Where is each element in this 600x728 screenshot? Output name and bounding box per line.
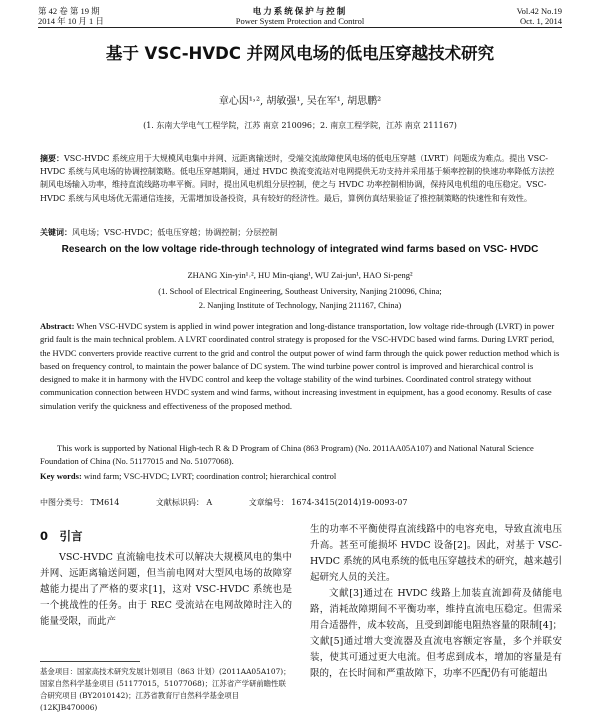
right-column [310,522,562,682]
keywords-en-label: Key words: [40,471,82,481]
header-rule [38,27,562,28]
left-column [40,522,292,630]
introduction-paragraph-1-cont: 生的功率不平衡使得直流线路中的电容充电，导致直流电压升高。甚至可能损坏 HVDC 设备[2]。因此，对基于 VSC-HVDC 系统的风电系统的低电压穿越技术的研究，越来越引起研究人员的关注。 [310,524,562,583]
abstract-cn [40,152,560,205]
volume-issue-en: Vol.42 No.19 [516,6,562,16]
running-header [38,6,562,28]
article-number: 文章编号： 1674-3415(2014)19-0093-07 [248,498,408,507]
paper-title: 基于 VSC-HVDC 并网风电场的低电压穿越技术研究 [105,44,495,63]
keywords-cn-label: 关键词： [40,227,72,237]
affiliation-en-1: (1. School of Electrical Engineering, Southeast University, Nanjing 210096, China; [158,286,442,296]
document-code: 文献标识码： A [155,498,213,507]
keywords-en [40,470,560,483]
abstract-en [40,320,560,413]
footnote-rule [40,661,140,662]
author-list-cn: 章心因¹˒², 胡敏强¹, 吴在军¹, 胡思鹏² [218,96,382,107]
support-statement-en: This work is supported by National High-tech R & D Program of China (863 Program) (No. 2011AA05A107) and National Natural Science Foundation of China (No. 51177015 and No. 51077068). [40,443,534,467]
affiliation-cn: (1. 东南大学电气工程学院，江苏 南京 210096；2. 南京工程学院，江苏 南京 211167) [143,121,457,130]
journal-name-en: Power System Protection and Control [235,16,365,26]
author-list-en: ZHANG Xin-yin¹˒², HU Min-qiang¹, WU Zai-jun¹, HAO Si-peng² [187,270,413,280]
header-center [38,6,562,26]
journal-name-cn: 电力系统保护与控制 [252,6,348,16]
keywords-cn [40,226,560,239]
keywords-cn-text: 风电场；VSC-HVDC；低电压穿越；协调控制；分层控制 [72,228,278,237]
paper-title-en: Research on the low voltage ride-through technology of integrated wind farms based on VSC- HVDC [61,244,539,255]
abstract-cn-label: 摘要： [40,153,64,163]
affiliation-en-2: 2. Nanjing Institute of Technology, Nanjing 211167, China) [198,300,402,310]
abstract-en-text: When VSC-HVDC system is applied in wind power integration and long-distance transportation, low voltage ride-through (LVRT) in power grid fault is the main technical problem. A LVRT coordinated control strategy is proposed for the VSC-HVDC based wind farms. During LVRT period, the HVDC converters provide reactive current to the grid and control the output power of wind farm through the quick power reduction method which is based on frequency control, to maintain the power balance of DC system. The wind turbine power control is improved and hierarchical control is designed to make it in harmony with the HVDC control and keep the voltage stability of the wind turbines. Coordinated control strategy without communication connection between HVDC system and wind farms, without increasing investment in equipment, has a good economy. Results of case simulation verify the quickness and effectiveness of the proposed method. [40,321,560,411]
keywords-en-text: wind farm; VSC-HVDC; LVRT; coordination control; hierarchical control [83,471,337,481]
header-right [517,6,562,26]
abstract-cn-text: VSC-HVDC 系统应用于大规模风电集中并网、远距离输送时，受端交流故障使风电场的低电压穿越（LVRT）问题成为难点。提出 VSC-HVDC 系统与风电场的协调控制策略。低电压穿越期间，通过 HVDC 换流变流站对电网提供无功支持并采用基于频率控制的快速功率降低方法控制风电场输入功率，维持直流线路功率平衡。同时，提出风电机组分层控制，使之与 HVDC 功率控制相协调，保持风电机组的电压稳定。VSC-HVDC 系统与风电场优无需通信连接，无需增加设备投资，具有较好的经济性。最后，算例仿真结果验证了推控制策略的快速性和有效性。 [40,154,555,203]
abstract-en-label: Abstract: [40,321,75,331]
clc-number: 中图分类号： TM614 [40,498,120,507]
introduction-paragraph-2: 文献[3]通过在 HVDC 线路上加装直流卸荷及储能电路，消耗故障期间不平衡功率，维持直流电压稳定。但需采用合适器件，成本较高，且受到卸能电阻热容量的限制[4]；文献[5]通过增大变流器及直流电容额定容量，多个并联安装，使其可通过更大电流。但考虑到成本，增加的容量是有限的，在长时间和严重故障下，功率不匹配仍有可能超出 [310,588,562,679]
volume-issue-cn: 第 42 卷 第 19 期 [38,6,100,16]
classification-line [40,497,560,508]
date-en: Oct. 1, 2014 [519,16,562,26]
date-cn: 2014 年 10 月 1 日 [38,16,104,26]
section-heading-introduction: 0 引言 [40,529,83,543]
funding-footnote: 基金项目：国家高技术研究发展计划项目（863 计划）(2011AA05A107)；国家自然科学基金项目 (51177015，51077068)；江苏省产学研前瞻性联合研究项目 (BY2010142)；江苏省教育厅自然科学基金项目 (12KJB470006) [40,667,291,712]
introduction-paragraph-1: VSC-HVDC 直流输电技术可以解决大规模风电的集中并网、远距离输送问题，但当前电网对大型风电场的故障穿越能力提出了严格的要求[1]，这对 VSC-HVDC 系统也是一个挑战性的任务。由于 REC 受流站在电网故障时注入的能量受限，而此产 [40,552,292,627]
